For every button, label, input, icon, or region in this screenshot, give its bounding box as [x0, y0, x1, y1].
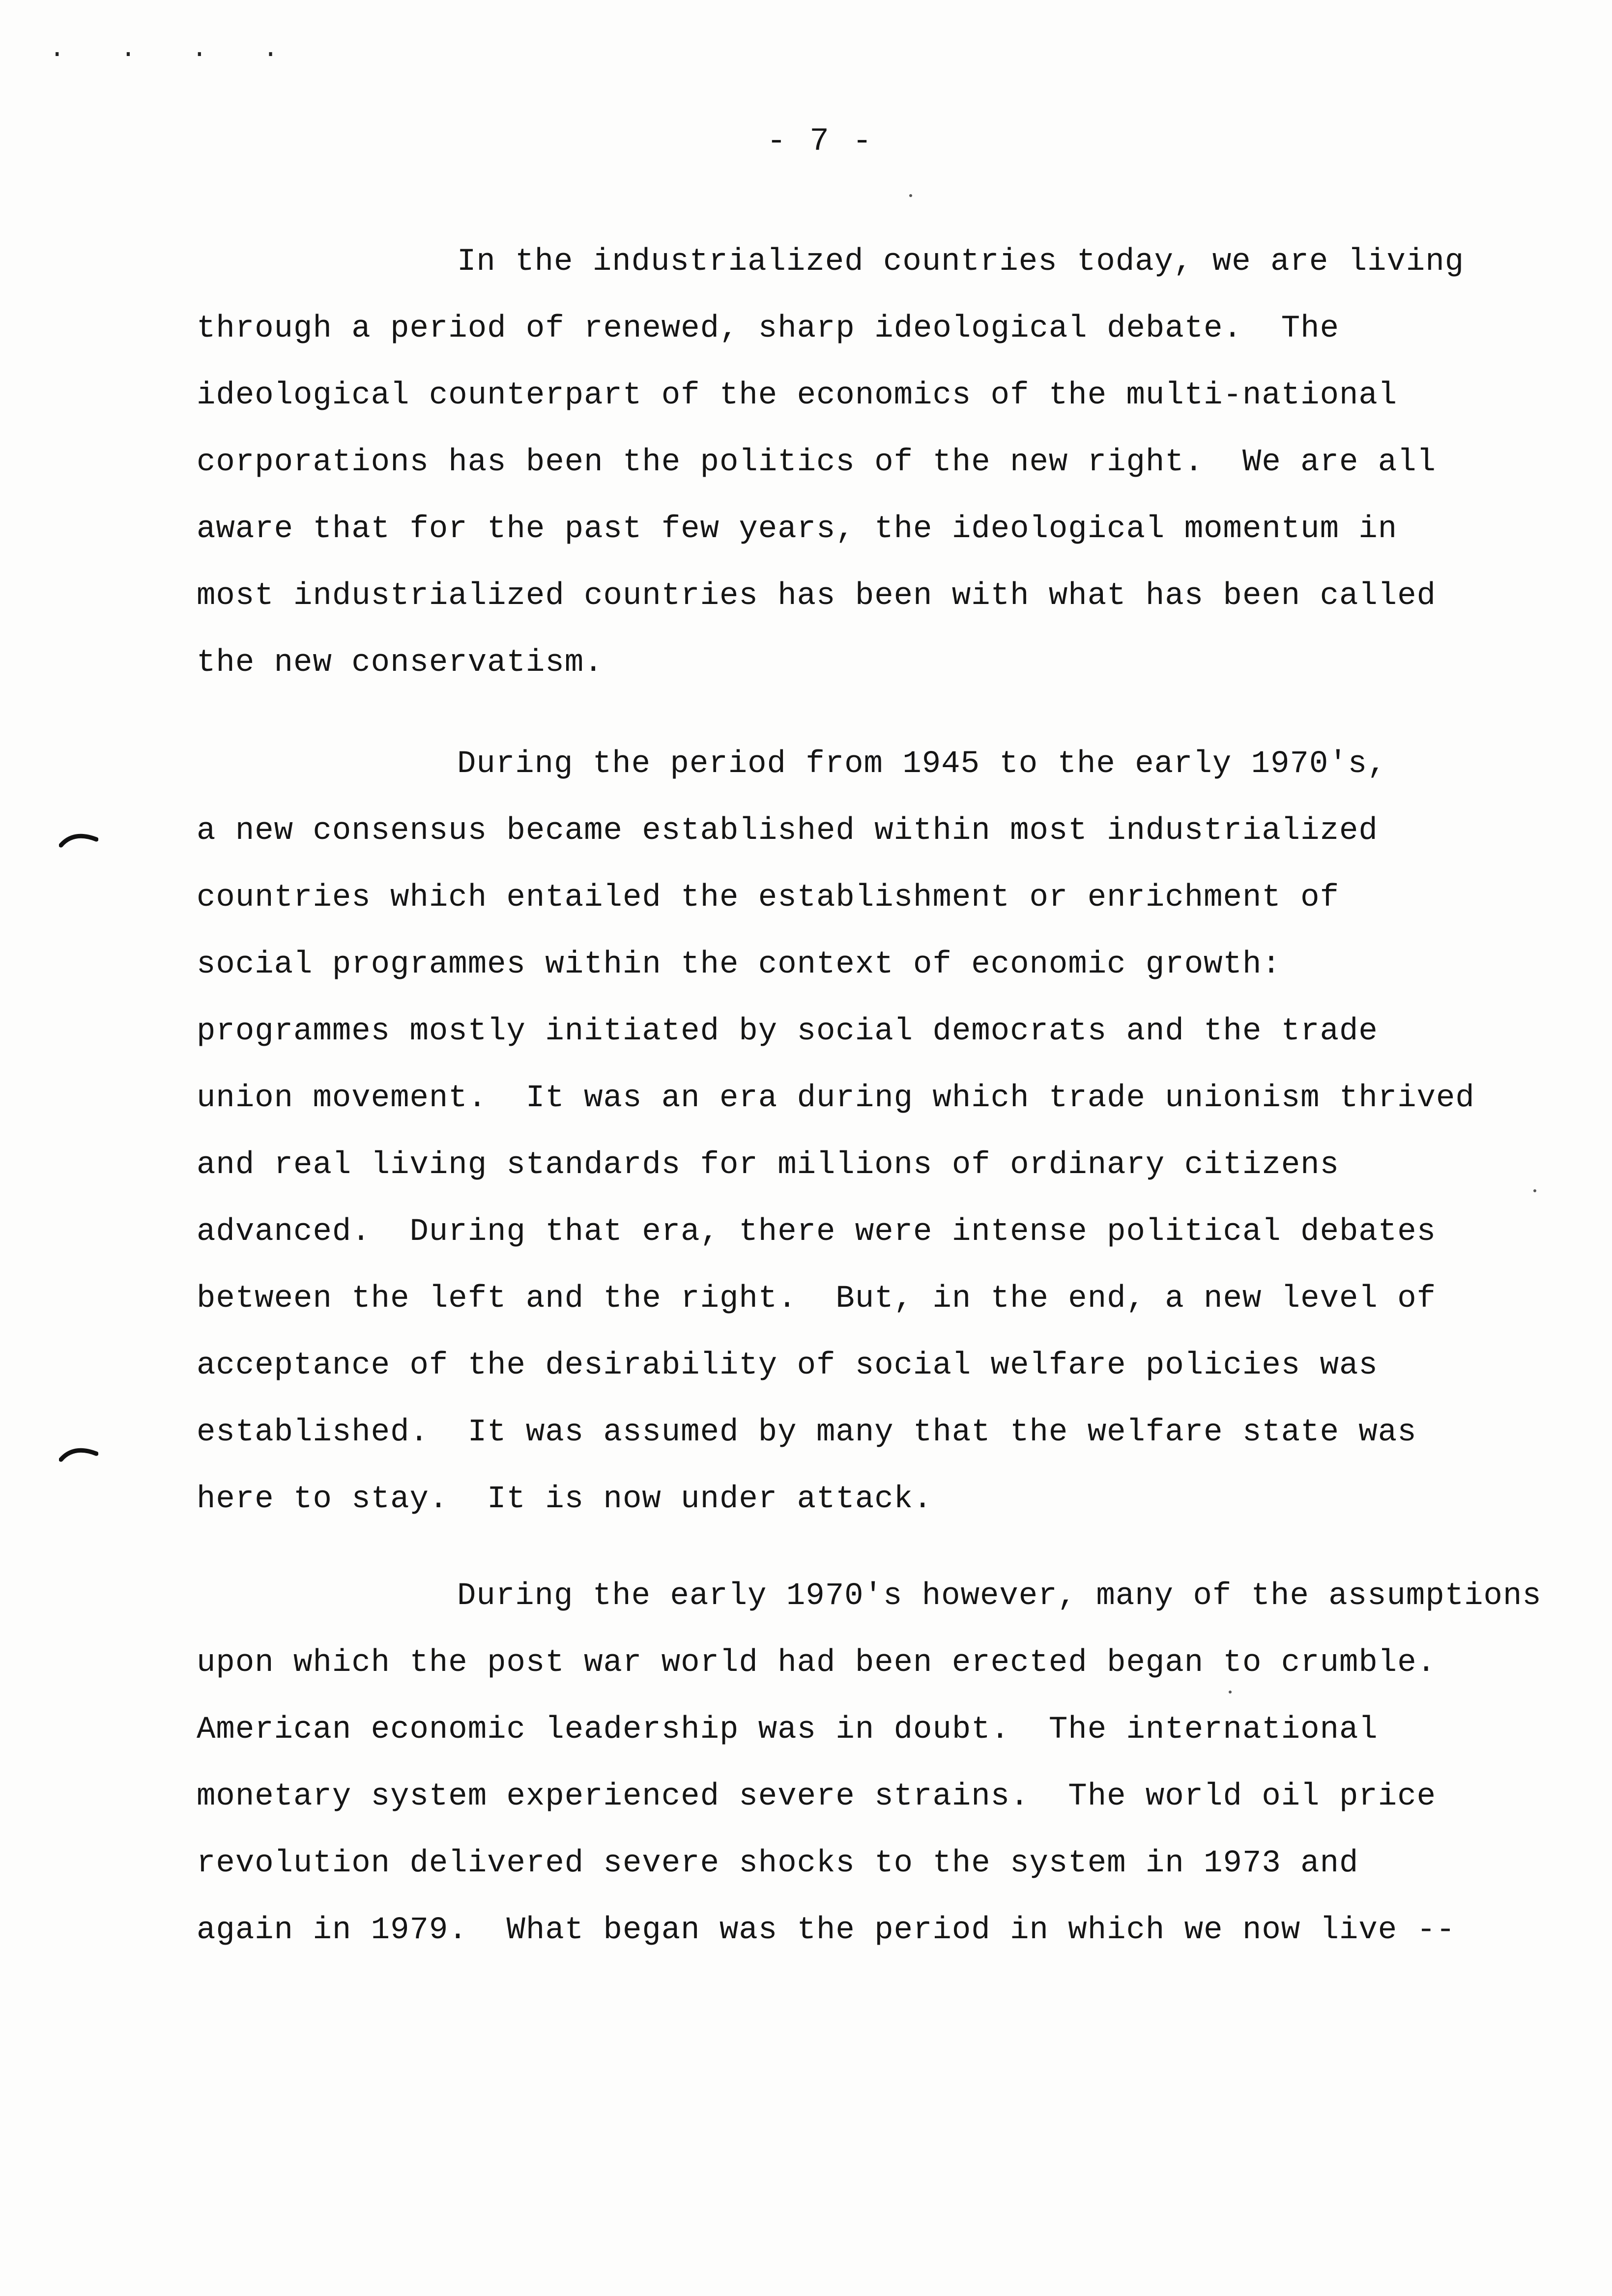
text-line: During the period from 1945 to the early 1970's,	[457, 746, 1387, 782]
text-line: most industrialized countries has been with what has been called	[197, 578, 1436, 614]
text-line: corporations has been the politics of the new right. We are all	[197, 445, 1436, 480]
text-line: union movement. It was an era during which trade unionism thrived	[197, 1081, 1475, 1116]
corner-marks: . . . .	[49, 34, 298, 64]
margin-bracket-mark	[59, 1440, 98, 1469]
text-line: through a period of renewed, sharp ideological debate. The	[197, 311, 1339, 346]
paragraph	[197, 731, 1602, 1533]
margin-bracket-mark	[59, 826, 98, 855]
text-line: again in 1979. What began was the period in which we now live --	[197, 1913, 1456, 1948]
paragraph	[197, 229, 1602, 696]
text-line: established. It was assumed by many that the welfare state was	[197, 1415, 1417, 1450]
text-line: revolution delivered severe shocks to the system in 1973 and	[197, 1846, 1359, 1881]
page-number: - 7 -	[767, 123, 874, 160]
text-line: advanced. During that era, there were intense political debates	[197, 1214, 1436, 1250]
scan-speck	[909, 194, 912, 197]
paragraph	[197, 1563, 1602, 1964]
text-line: social programmes within the context of economic growth:	[197, 947, 1281, 982]
text-line: here to stay. It is now under attack.	[197, 1482, 933, 1517]
text-line: In the industrialized countries today, we are living	[457, 244, 1465, 280]
text-line: between the left and the right. But, in the end, a new level of	[197, 1281, 1436, 1317]
text-line: the new conservatism.	[197, 645, 604, 681]
text-line: and real living standards for millions of ordinary citizens	[197, 1148, 1339, 1183]
text-line: countries which entailed the establishment or enrichment of	[197, 880, 1339, 916]
text-line: aware that for the past few years, the ideological momentum in	[197, 512, 1398, 547]
text-line: American economic leadership was in doubt. The international	[197, 1712, 1378, 1748]
text-line: During the early 1970's however, many of the assumptions	[457, 1578, 1542, 1614]
text-line: acceptance of the desirability of social welfare policies was	[197, 1348, 1378, 1383]
text-line: programmes mostly initiated by social democrats and the trade	[197, 1014, 1378, 1049]
text-line: ideological counterpart of the economics of the multi-national	[197, 378, 1398, 413]
text-line: upon which the post war world had been erected began to crumble.	[197, 1645, 1436, 1681]
text-line: monetary system experienced severe strains. The world oil price	[197, 1779, 1436, 1814]
text-line: a new consensus became established within most industrialized	[197, 813, 1378, 849]
